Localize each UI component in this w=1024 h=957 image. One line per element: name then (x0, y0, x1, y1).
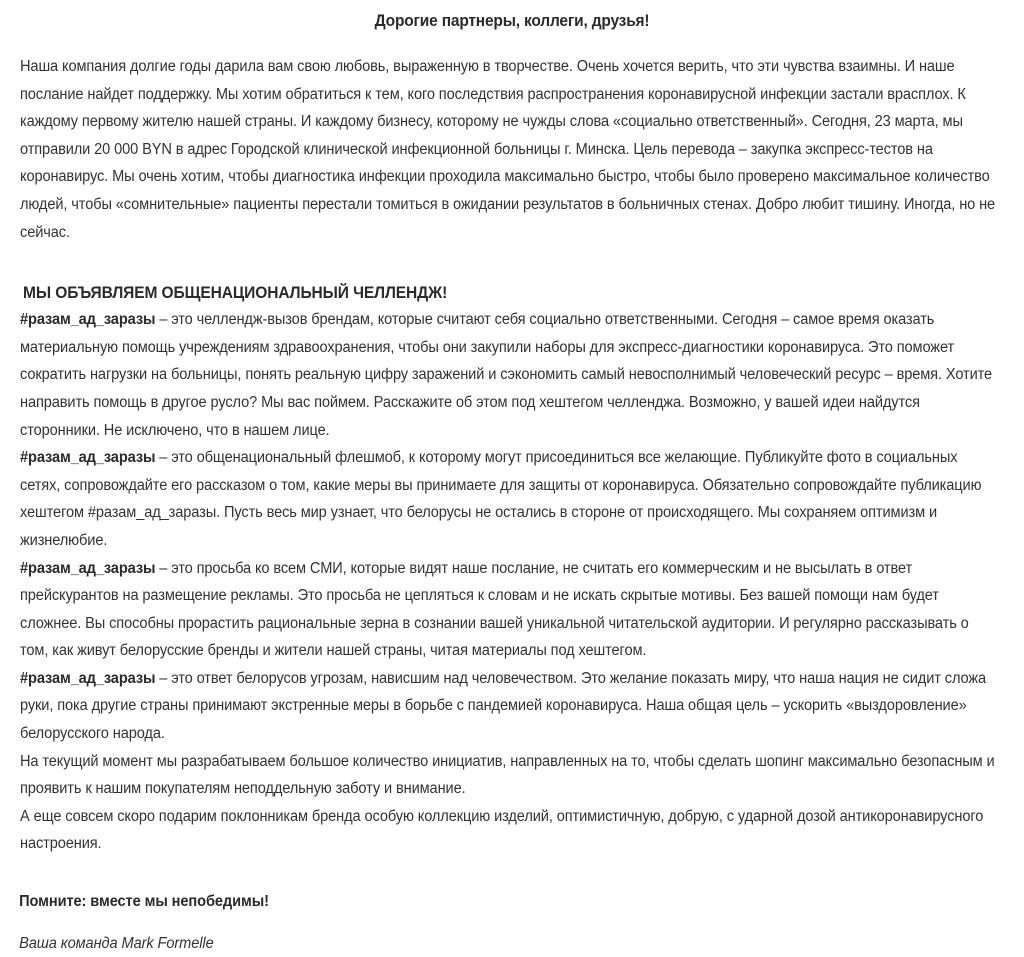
challenge-block (20, 306, 1001, 444)
challenge-block-text: – это челлендж-вызов брендам, которые считают себя социально ответственными. Сегодня – самое время оказать материальную помощь учреждениям здравоохранения, чтобы они закупили наборы для экспресс-диагностики коронавируса. Это поможет сократить нагрузки на больницы, понять реальную цифру заражений и сэкономить самый невосполнимый человеческий ресурс – время. Хотите направить помощь в другое русло? Мы вас поймем. Расскажите об этом под хештегом челленджа. Возможно, у вашей идеи найдутся сторонники. Не исключено, что в нашем лице. (20, 311, 993, 439)
intro-section (0, 53, 1024, 246)
challenge-block-text: – это просьба ко всем СМИ, которые видят наше послание, не считать его коммерческим и не высылать в ответ прейскурантов на размещение рекламы. Это просьба не цепляться к словам и не искать скрытые мотивы. Без вашей помощи нам будет сложнее. Вы способны прорастить рациональные зерна в сознании вашей уникальной читательской аудитории. И регулярно рассказывать о том, как живут белорусские бренды и жители нашей страны, читая материалы под хештегом. (20, 559, 969, 660)
letter-page (0, 11, 1024, 952)
intro-paragraph: Наша компания долгие годы дарила вам свою любовь, выраженную в творчестве. Очень хочется верить, что эти чувства взаимны. И наше послание найдет поддержку. Мы хотим обратиться к тем, кого последствия распространения коронавирусной инфекции застали врасплох. К каждому первому жителю нашей страны. И каждому бизнесу, которому не чужды слова «социально ответственный». Сегодня, 23 марта, мы отправили 20 000 BYN в адрес Городской клинической инфекционной больницы г. Минска. Цель перевода – закупка экспресс-тестов на коронавирус. Мы очень хотим, чтобы диагностика инфекции проходила максимально быстро, чтобы было проверено максимальное количество людей, чтобы «сомнительные» пациенты перестали томиться в ожидании результатов в больничных стенах. Добро любит тишину. Иногда, но не сейчас. (20, 58, 996, 241)
closing-paragraph: На текущий момент мы разрабатываем большое количество инициатив, направленных на то, чтобы сделать шопинг максимально безопасным и проявить к нашим покупателям неподдельную заботу и внимание. (20, 752, 995, 798)
challenge-block (20, 555, 1001, 665)
challenge-block-text: – это ответ белорусов угрозам, нависшим над человечеством. Это желание показать миру, что наша нация не сидит сложа руки, пока другие страны принимают экстренные меры в борьбе с пандемией коронавируса. Наша общая цель – ускорить «выздоровление» белорусского народа. (20, 669, 987, 743)
spacer (0, 246, 1024, 260)
spacer (0, 916, 1024, 930)
challenge-block-text: – это общенациональный флешмоб, к которому могут присоединиться все желающие. Публикуйте фото в социальных сетях, сопровождайте его рассказом о том, какие меры вы принимаете для защиты от коронавируса. Обязательно сопровождайте публикацию хештегом #разам_ад_заразы. Пусть весь мир узнает, что белорусы не остались в стороне от происходящего. Мы сохраняем оптимизм и жизнелюбие. (20, 449, 982, 549)
hashtag-label: #разам_ад_заразы (20, 311, 156, 329)
closing-line: Помните: вместе мы непобедимы! (19, 893, 269, 911)
challenge-section (0, 306, 1024, 858)
closing-paragraph: А еще совсем скоро подарим поклонникам бренда особую коллекцию изделий, оптимистичную, добрую, с ударной дозой антикоронавирусного настроения. (20, 807, 984, 853)
challenge-heading: МЫ ОБЪЯВЛЯЕМ ОБЩЕНАЦИОНАЛЬНЫЙ ЧЕЛЛЕНДЖ! (23, 284, 448, 303)
hashtag-label: #разам_ад_заразы (20, 559, 156, 577)
challenge-block (20, 665, 1001, 748)
page-title: Дорогие партнеры, коллеги, друзья! (374, 12, 650, 30)
hashtag-label: #разам_ад_заразы (20, 669, 156, 687)
spacer (0, 858, 1024, 888)
challenge-block (20, 444, 1001, 554)
hashtag-label: #разам_ад_заразы (20, 449, 156, 467)
signature: Ваша команда Mark Formelle (19, 934, 214, 952)
